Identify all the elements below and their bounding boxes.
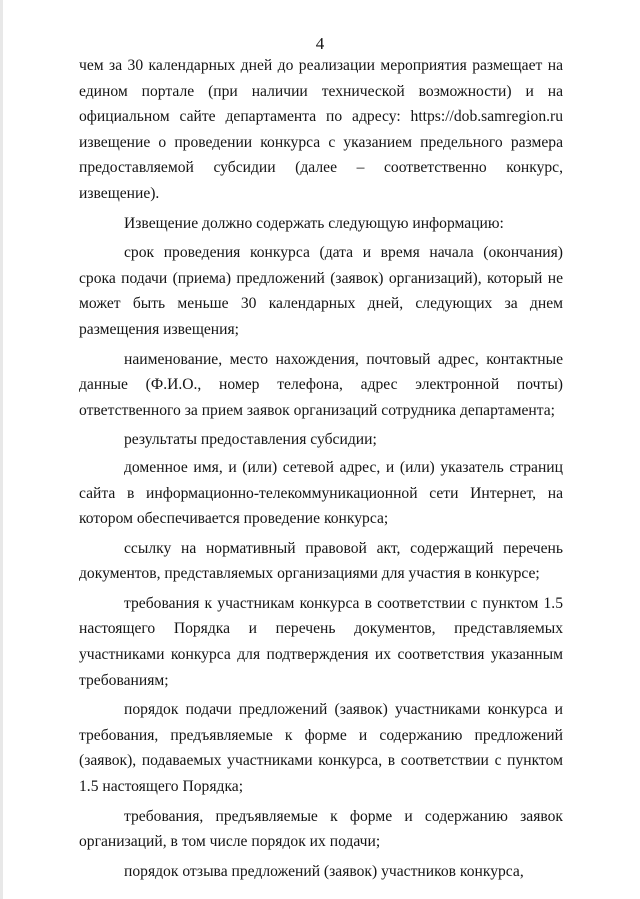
scan-edge — [0, 0, 3, 899]
document-body — [79, 53, 563, 888]
paragraph-domain-name: доменное имя, и (или) сетевой адрес, и (или) указатель страниц сайта в информационно-телекоммуникационной сети Интернет, на котором обеспечивается проведение конкурса; — [79, 458, 563, 528]
paragraph-notice-contents: Извещение должно содержать следующую информацию: — [124, 214, 504, 232]
paragraph-continuation: чем за 30 календарных дней до реализации мероприятия размещает на едином портале (при наличии технической возможности) и на официальном сайте департамента по адресу: https://dob.samregion.ru извещение о проведении конкурса с указанием предельного размера предоставляемой субсидии (далее – соответственно конкурс, извещение). — [79, 57, 563, 202]
paragraph-participant-requirements: требования к участникам конкурса в соответствии с пунктом 1.5 настоящего Порядка и перечень документов, представляемых участниками конкурса для подтверждения их соответствия указанным требованиям; — [79, 594, 563, 689]
paragraph-deadline: срок проведения конкурса (дата и время начала (окончания) срока подачи (приема) предложений (заявок) организаций), который не может быть меньше 30 календарных дней, следующих за днем размещения извещения; — [79, 244, 563, 338]
paragraph-subsidy-results: результаты предоставления субсидии; — [124, 431, 377, 449]
paragraph-application-form-requirements: требования, предъявляемые к форме и содержанию заявок организаций, в том числе порядок их подачи; — [79, 807, 563, 851]
paragraph-contact-details: наименование, место нахождения, почтовый адрес, контактные данные (Ф.И.О., номер телефона, адрес электронной почты) ответственного за прием заявок организаций сотрудника департамента; — [79, 350, 563, 419]
paragraph-legal-act-link: ссылку на нормативный правовой акт, содержащий перечень документов, представляемых организациями для участия в конкурсе; — [79, 539, 563, 583]
page-number: 4 — [315, 34, 325, 53]
paragraph-withdrawal-procedure: порядок отзыва предложений (заявок) участников конкурса, — [124, 862, 524, 880]
paragraph-submission-procedure: порядок подачи предложений (заявок) участниками конкурса и требования, предъявляемые к форме и содержанию предложений (заявок), подаваемых участниками конкурса, в соответствии с пунктом 1.5 настоящего Порядка; — [79, 701, 563, 796]
